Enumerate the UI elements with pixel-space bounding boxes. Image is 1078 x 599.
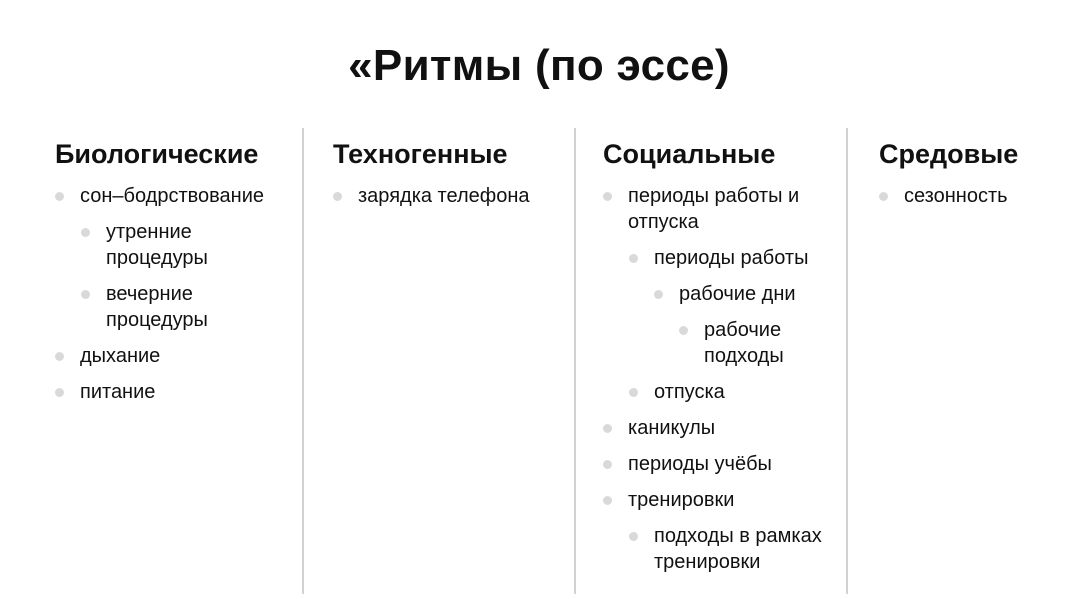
list-item — [603, 451, 843, 477]
bullet-icon — [654, 290, 663, 299]
list-item — [55, 183, 295, 209]
bullet-icon — [603, 460, 612, 469]
column-divider — [302, 128, 304, 594]
list-item-text: тренировки — [628, 489, 735, 511]
column-divider — [846, 128, 848, 594]
item-list — [879, 183, 1069, 209]
bullet-icon — [603, 192, 612, 201]
list-item — [603, 523, 843, 575]
list-item-text: рабочие дни — [679, 283, 796, 305]
list-item — [879, 183, 1069, 209]
list-item — [55, 343, 295, 369]
list-item — [55, 281, 295, 333]
column-heading: Средовые — [879, 139, 1019, 169]
bullet-icon — [333, 192, 342, 201]
list-item-text: сезонность — [904, 185, 1008, 207]
list-item-text: периоды учёбы — [628, 453, 772, 475]
list-item — [55, 219, 295, 271]
list-item-text: каникулы — [628, 417, 716, 439]
column-divider — [574, 128, 576, 594]
bullet-icon — [603, 496, 612, 505]
list-item-text: рабочие подходы — [704, 319, 784, 367]
item-list — [603, 183, 843, 575]
slide-title: «Ритмы (по эссе) — [348, 41, 730, 90]
list-item — [55, 379, 295, 405]
list-item-text: периоды работы — [654, 247, 809, 269]
list-item-text: сон–бодрствование — [80, 185, 264, 207]
bullet-icon — [629, 532, 638, 541]
bullet-icon — [629, 388, 638, 397]
column-biological — [55, 128, 295, 594]
list-item — [603, 379, 843, 405]
list-item-text: периоды работы и отпуска — [628, 185, 800, 233]
bullet-icon — [55, 192, 64, 201]
item-list — [55, 183, 295, 405]
bullet-icon — [55, 352, 64, 361]
bullet-icon — [879, 192, 888, 201]
list-item — [603, 487, 843, 513]
item-list — [333, 183, 568, 209]
list-item — [333, 183, 568, 209]
column-heading: Биологические — [55, 139, 259, 169]
column-heading: Техногенные — [333, 139, 508, 169]
column-technogenic — [333, 128, 568, 594]
list-item — [603, 183, 843, 235]
bullet-icon — [629, 254, 638, 263]
list-item-text: отпуска — [654, 381, 725, 403]
bullet-icon — [55, 388, 64, 397]
list-item-text: утренние процедуры — [106, 221, 208, 269]
bullet-icon — [81, 290, 90, 299]
column-heading: Социальные — [603, 139, 776, 169]
bullet-icon — [603, 424, 612, 433]
column-environmental — [879, 128, 1069, 594]
bullet-icon — [81, 228, 90, 237]
list-item-text: зарядка телефона — [358, 185, 530, 207]
list-item — [603, 317, 843, 369]
column-social — [603, 128, 843, 594]
columns-container — [0, 128, 1078, 594]
list-item — [603, 245, 843, 271]
list-item — [603, 415, 843, 441]
bullet-icon — [679, 326, 688, 335]
list-item-text: питание — [80, 381, 156, 403]
list-item — [603, 281, 843, 307]
list-item-text: подходы в рамках тренировки — [654, 525, 822, 573]
list-item-text: вечерние процедуры — [106, 283, 208, 331]
list-item-text: дыхание — [80, 345, 161, 367]
